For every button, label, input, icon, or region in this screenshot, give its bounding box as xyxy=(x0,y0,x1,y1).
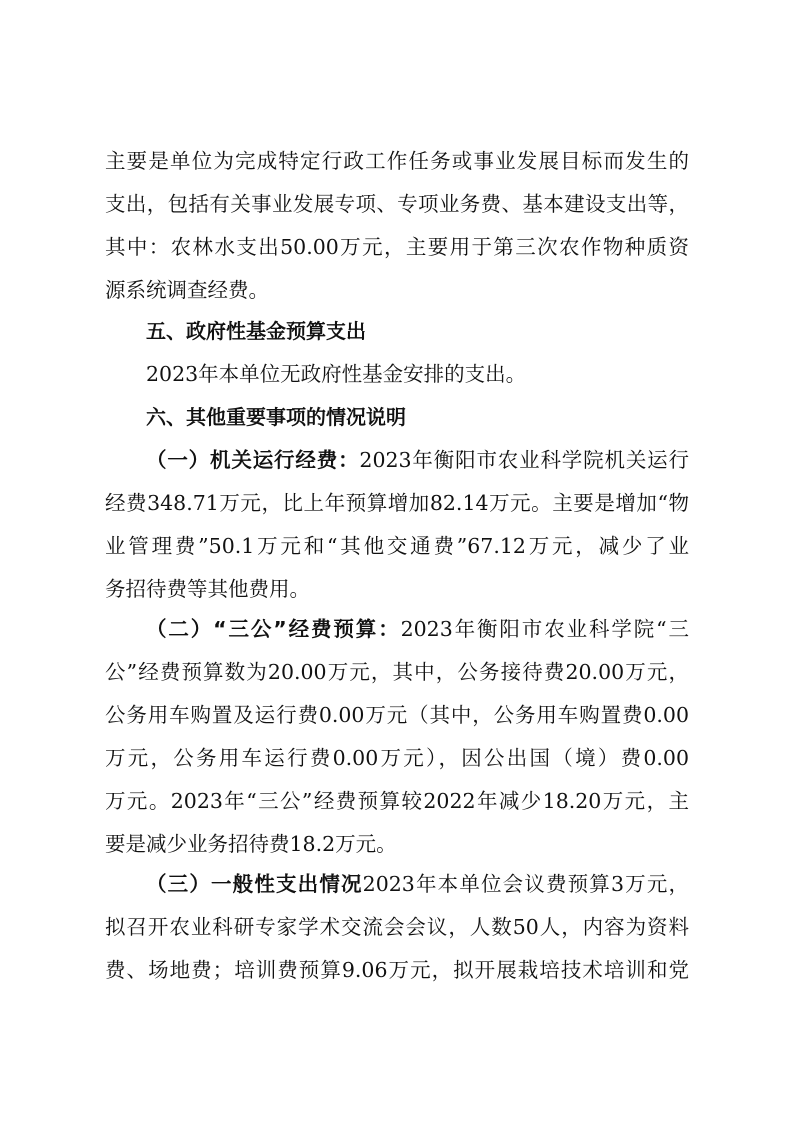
intro-line-1: 主要是单位为完成特定行政工作任务或事业发展目标而发生的 xyxy=(105,149,689,173)
section-5-text: 2023年本单位无政府性基金安排的支出。 xyxy=(146,362,527,386)
intro-line-3: 其中：农林水支出50.00万元，主要用于第三次农作物种质资 xyxy=(105,235,689,259)
p1-line-4: 务招待费等其他费用。 xyxy=(105,577,310,601)
p2-line-3: 公务用车购置及运行费0.00万元（其中，公务用车购置费0.00 xyxy=(105,703,689,727)
p2-line-4: 万元，公务用车运行费0.00万元），因公出国（境）费0.00 xyxy=(105,746,689,770)
p3-lead: （三）一般性支出情况 xyxy=(146,872,363,896)
p3-line-1 xyxy=(146,871,689,897)
p1-line-1 xyxy=(146,447,689,473)
p1-line-1-text: 2023年衡阳市农业科学院机关运行 xyxy=(359,448,690,472)
p1-line-3: 业管理费”50.1万元和“其他交通费”67.12万元，减少了业 xyxy=(105,534,689,558)
p2-line-1-text: 2023年衡阳市农业科学院“三 xyxy=(400,617,689,641)
section-5-heading: 五、政府性基金预算支出 xyxy=(146,319,366,343)
p1-lead: （一）机关运行经费： xyxy=(146,448,360,472)
p3-line-3: 费、场地费；培训费预算9.06万元，拟开展栽培技术培训和党 xyxy=(105,958,689,982)
p3-line-1-text: 2023年本单位会议费预算3万元， xyxy=(362,872,690,896)
section-6-heading: 六、其他重要事项的情况说明 xyxy=(146,405,406,429)
intro-line-4: 源系统调查经费。 xyxy=(105,278,269,302)
intro-line-2: 支出，包括有关事业发展专项、专项业务费、基本建设支出等， xyxy=(105,192,689,216)
p2-line-1 xyxy=(146,616,689,642)
p2-line-5: 万元。2023年“三公”经费预算较2022年减少18.20万元，主 xyxy=(105,789,689,813)
p3-line-2: 拟召开农业科研专家学术交流会会议，人数50人，内容为资料 xyxy=(105,915,689,939)
p2-line-2: 公”经费预算数为20.00万元，其中，公务接待费20.00万元， xyxy=(105,660,689,684)
p2-line-6: 要是减少业务招待费18.2万元。 xyxy=(105,832,397,856)
p2-lead: （二）“三公”经费预算： xyxy=(146,617,401,641)
p1-line-2: 经费348.71万元，比上年预算增加82.14万元。主要是增加“物 xyxy=(105,491,689,515)
